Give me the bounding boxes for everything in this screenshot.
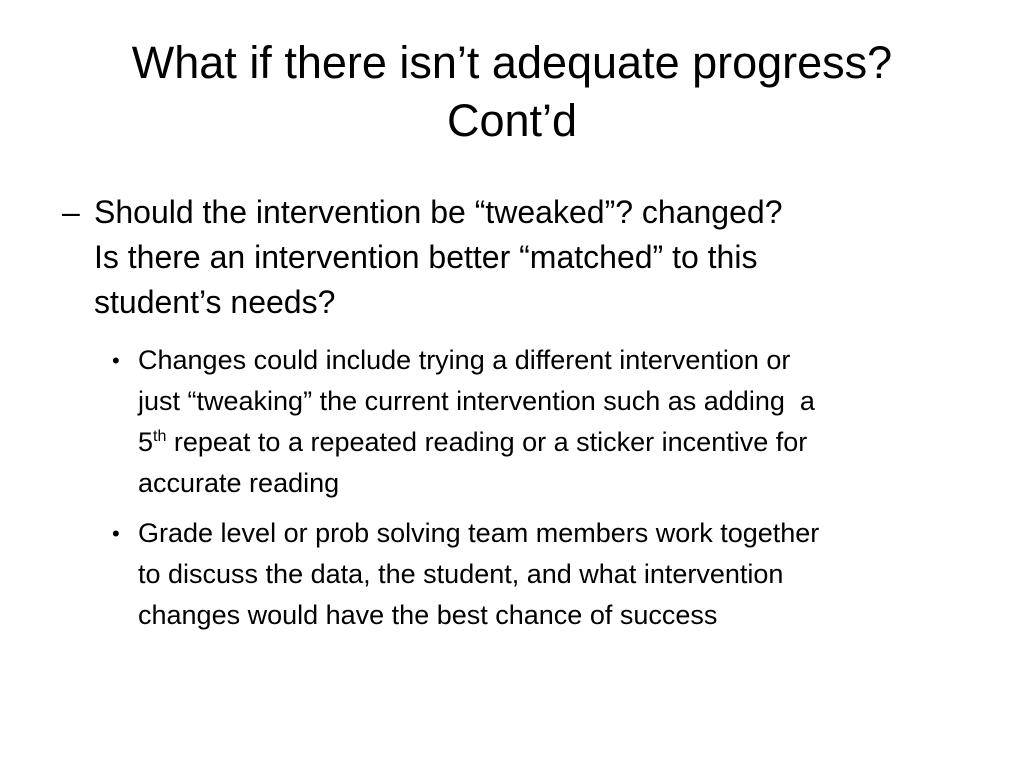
superscript-th: th	[153, 428, 167, 445]
sub-point-2-line-1: Grade level or prob solving team members work together	[138, 518, 820, 548]
sub-point-1-line-3-post: repeat to a repeated reading or a sticker incentive for	[166, 427, 808, 457]
bullet-marker: •	[112, 521, 120, 546]
main-point-line-3: student’s needs?	[94, 284, 336, 320]
sub-point-1-line-1: Changes could include trying a different intervention or	[138, 345, 791, 375]
sub-point-1-line-4: accurate reading	[138, 468, 340, 498]
sub-point-1-line-2: just “tweaking” the current intervention such as adding a	[138, 386, 815, 416]
sub-point-team	[112, 513, 1007, 636]
bullet-marker: •	[112, 348, 120, 373]
main-point	[62, 190, 982, 325]
title-line-1: What if there isn’t adequate progress?	[131, 37, 893, 88]
dash-marker: –	[62, 194, 80, 230]
sub-point-2-line-2: to discuss the data, the student, and what intervention	[138, 559, 784, 589]
sub-point-changes	[112, 340, 1007, 504]
title-line-2: Cont’d	[446, 95, 578, 146]
main-point-line-1: Should the intervention be “tweaked”? changed?	[94, 194, 783, 230]
sub-point-list	[112, 340, 1007, 636]
sub-point-2-line-3: changes would have the best chance of success	[138, 600, 718, 630]
sub-point-1-line-3-pre: 5	[138, 427, 154, 457]
main-point-line-2: Is there an intervention better “matched” to this	[94, 239, 758, 275]
slide-title	[0, 34, 1024, 150]
